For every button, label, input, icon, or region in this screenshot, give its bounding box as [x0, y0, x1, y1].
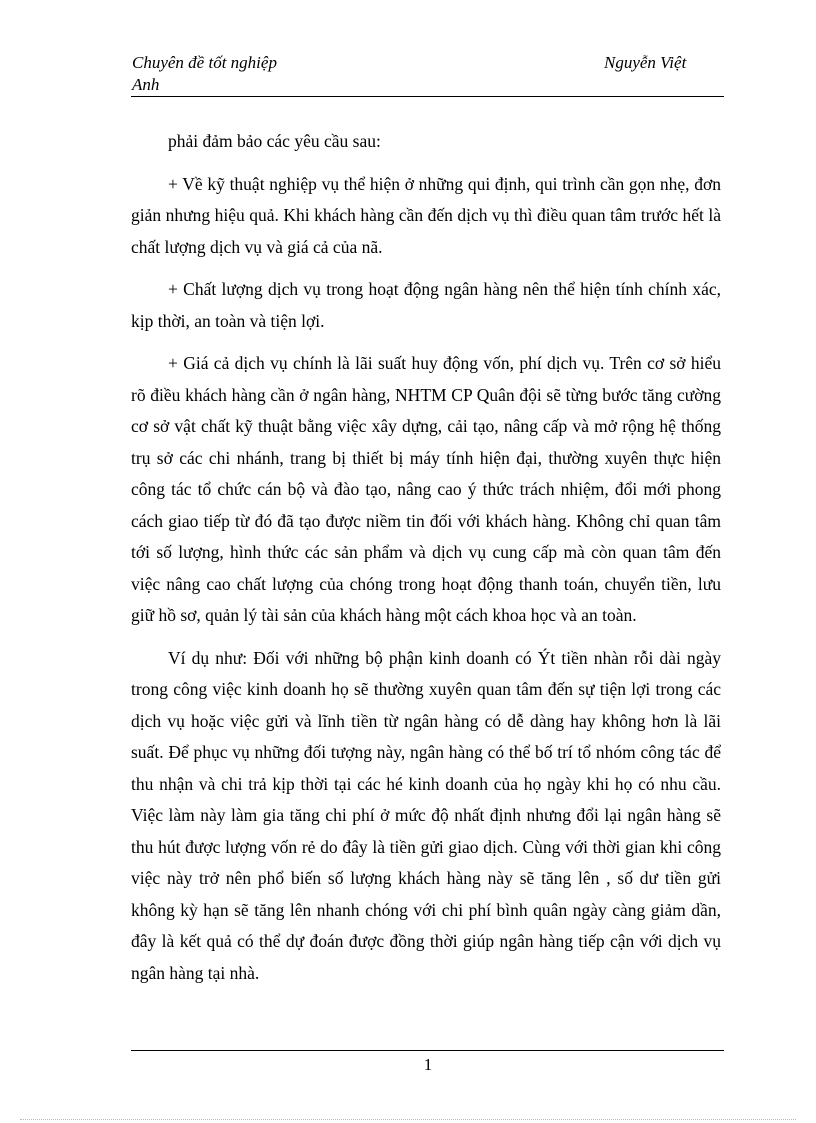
paragraph: phải đảm bảo các yêu cầu sau: — [168, 131, 381, 151]
paragraph: + Giá cả dịch vụ chính là lãi suất huy động vốn, phí dịch vụ. Trên cơ sở hiểu rõ điều khách hàng cần ở ngân hàng, NHTM CP Quân đội sẽ từng bước tăng cường cơ sở vật chất kỹ thuật bằng việc xây dựng, cải tạo, nâng cấp và mở rộng hệ thống trụ sở các chi nhánh, trang bị thiết bị máy tính hiện đại, thường xuyên thực hiện công tác tổ chức cán bộ và đào tạo, nâng cao ý thức trách nhiệm, đổi mới phong cách giao tiếp từ đó đã tạo được niềm tin đối với khách hàng. Không chỉ quan tâm tới số lượng, hình thức các sản phẩm và dịch vụ cung cấp mà còn quan tâm đến việc nâng cao chất lượng của chóng trong hoạt động thanh toán, chuyển tiền, lưu giữ hồ sơ, quản lý tài sản của khách hàng một cách khoa học và an toàn. — [131, 353, 721, 625]
document-body — [131, 126, 721, 1000]
paragraph: + Về kỹ thuật nghiệp vụ thể hiện ở những qui định, qui trình cần gọn nhẹ, đơn giản nhưng hiệu quả. Khi khách hàng cần đến dịch vụ thì điều quan tâm trước hết là chất lượng dịch vụ và giá cả của nã. — [131, 173, 721, 257]
page-header — [132, 52, 724, 96]
page-bottom-edge — [20, 1119, 796, 1120]
paragraph: + Chất lượng dịch vụ trong hoạt động ngân hàng nên thể hiện tính chính xác, kịp thời, an toàn và tiện lợi. — [131, 279, 721, 331]
header-author: Nguyễn Việt — [604, 53, 687, 72]
paragraph: Ví dụ như: Đối với những bộ phận kinh doanh có Ýt tiền nhàn rỗi dài ngày trong công việc kinh doanh họ sẽ thường xuyên quan tâm đến sự tiện lợi trong các dịch vụ hoặc việc gửi và lĩnh tiền từ ngân hàng có dễ dàng hay không hơn là lãi suất. Để phục vụ những đối tượng này, ngân hàng có thể bố trí tổ nhóm công tác để thu nhận và chi trả kịp thời tại các hé kinh doanh của họ ngày khi họ có nhu cầu. Việc làm này làm gia tăng chi phí ở mức độ nhất định nhưng đổi lại ngân hàng sẽ thu hút được lượng vốn rẻ do đây là tiền gửi giao dịch. Cùng với thời gian khi công việc này trở nên phổ biến số lượng khách hàng này sẽ tăng lên , số dư tiền gửi không kỳ hạn sẽ tăng lên nhanh chóng với chi phí bình quân ngày càng giảm dần, đây là kết quả có thể dự đoán được đồng thời giúp ngân hàng tiếp cận với dịch vụ ngân hàng tại nhà. — [131, 647, 721, 983]
page-number: 1 — [423, 1055, 433, 1074]
footer-divider — [131, 1050, 724, 1051]
header-divider — [131, 96, 724, 97]
header-title-continued: Anh — [132, 75, 160, 94]
header-title: Chuyên đề tốt nghiệp — [132, 53, 277, 72]
